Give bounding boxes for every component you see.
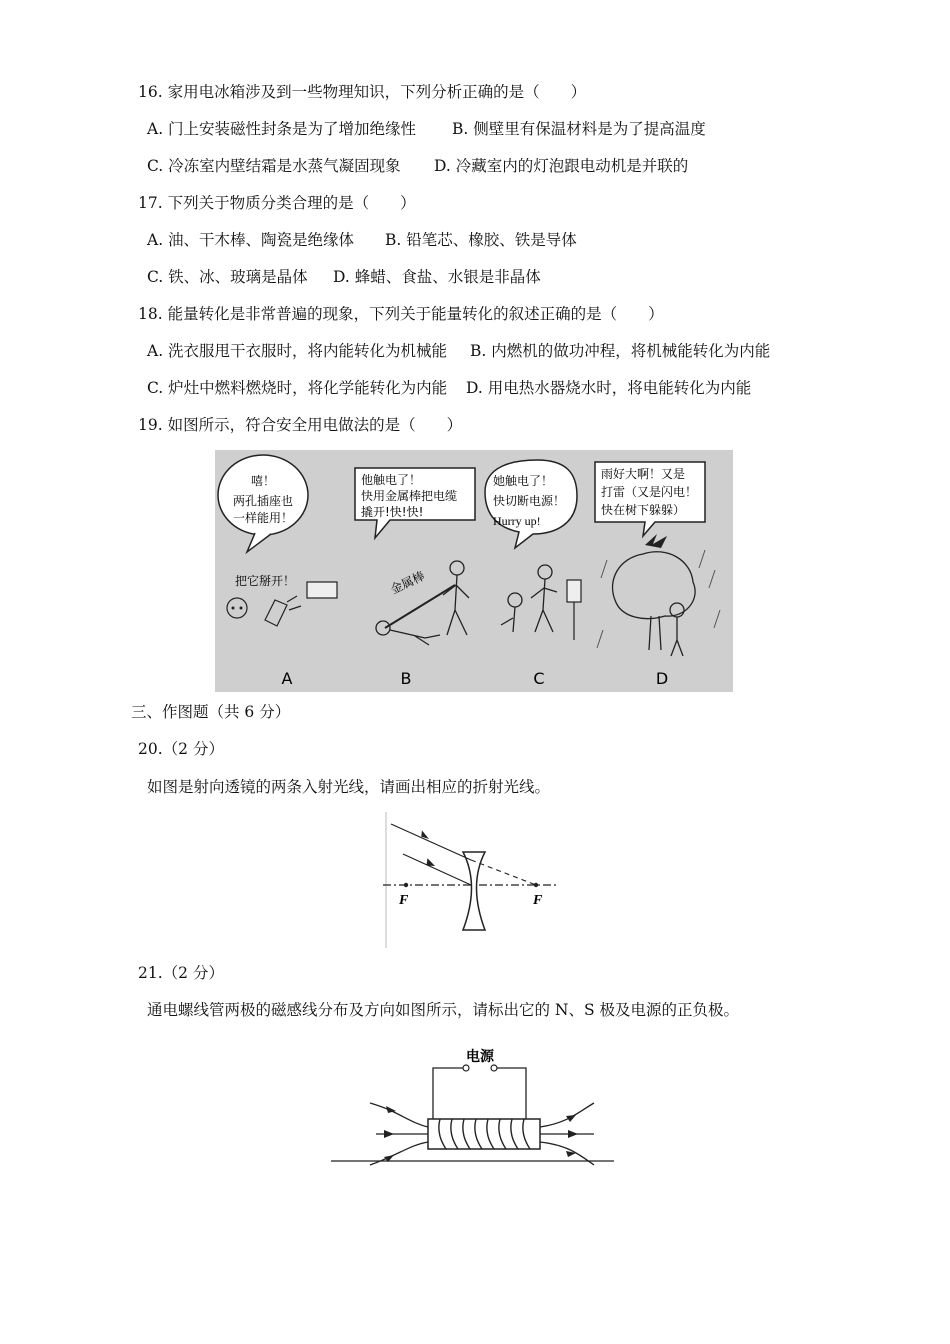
panel-d-bubble-line3: 快在树下躲躲）	[601, 503, 686, 517]
extension-line	[471, 860, 536, 885]
incident-ray-2	[403, 854, 471, 885]
terminal-right	[491, 1065, 497, 1071]
victim-icon	[376, 621, 390, 635]
focal-point-right	[534, 883, 538, 887]
panel-d-label: D	[655, 669, 669, 688]
panel-d	[595, 462, 720, 688]
panel-a-note: 把它掰开！	[235, 574, 296, 588]
q20-body: 如图是射向透镜的两条入射光线，请画出相应的折射光线。	[147, 778, 551, 796]
panel-b-bubble-line1: 他触电了！	[361, 473, 422, 487]
panel-b-label: B	[400, 669, 412, 688]
panel-b-rod-label: 金属棒	[388, 568, 427, 597]
panel-a-label: A	[281, 669, 293, 688]
panel-d-bubble-line1: 雨好大啊！又是	[601, 467, 686, 481]
wire-right	[497, 1068, 526, 1119]
person-icon	[538, 565, 552, 579]
tree-icon	[613, 552, 696, 619]
panel-c-label: C	[533, 669, 545, 688]
panel-c-bubble-line3: Hurry up!	[493, 514, 541, 528]
q16-stem: 16. 家用电冰箱涉及到一些物理知识，下列分析正确的是（ ）	[138, 83, 587, 101]
panel-b-bubble-line3: 撬开!快!快!	[361, 505, 424, 519]
panel-a-bubble-line1: 嘻！	[250, 474, 276, 488]
q16-option-a: A. 门上安装磁性封条是为了增加绝缘性	[147, 120, 417, 138]
focal-point-left	[404, 883, 408, 887]
q18-stem: 18. 能量转化是非常普遍的现象，下列关于能量转化的叙述正确的是（ ）	[138, 305, 664, 323]
q18-option-c: C. 炉灶中燃料燃烧时，将化学能转化为内能	[147, 379, 448, 397]
q18-option-d: D. 用电热水器烧水时，将电能转化为内能	[466, 379, 752, 397]
safety-comic-figure	[215, 450, 733, 692]
q17-option-b: B. 铅笔芯、橡胶、铁是导体	[385, 231, 577, 249]
panel-c	[485, 460, 581, 688]
q21-body: 通电螺线管两极的磁感线分布及方向如图所示，请标出它的 N、S 极及电源的正负极。	[147, 1001, 740, 1019]
panel-a	[218, 455, 337, 688]
focus-label-left: F	[399, 893, 409, 908]
q16-option-d: D. 冷藏室内的灯泡跟电动机是并联的	[434, 157, 689, 175]
terminal-left	[463, 1065, 469, 1071]
concave-lens-figure	[383, 812, 563, 948]
q16-option-b: B. 侧壁里有保温材料是为了提高温度	[452, 120, 706, 138]
panel-d-bubble-line2: 打雷（又是闪电！	[601, 485, 698, 499]
q19-stem: 19. 如图所示，符合安全用电做法的是（ ）	[138, 416, 463, 434]
solenoid-figure	[328, 1045, 618, 1173]
panel-a-bubble-line3: 一样能用！	[232, 511, 294, 525]
appliance-icon	[307, 582, 337, 598]
q18-option-a: A. 洗衣服甩干衣服时，将内能转化为机械能	[147, 342, 448, 360]
panel-c-bubble-line2: 快切断电源！	[493, 494, 566, 508]
plug-icon	[265, 600, 287, 626]
switch-icon	[567, 580, 581, 602]
q18-option-b: B. 内燃机的做功冲程，将机械能转化为内能	[470, 342, 771, 360]
power-source-label: 电源	[466, 1049, 494, 1065]
focus-label-right: F	[533, 893, 543, 908]
socket-icon	[227, 598, 247, 618]
panel-b-bubble-line2: 快用金属棒把电缆	[361, 489, 458, 503]
wire-left	[433, 1068, 463, 1119]
q20-head: 20.（2 分）	[138, 740, 224, 758]
q17-option-d: D. 蜂蜡、食盐、水银是非晶体	[333, 268, 541, 286]
rescuer-icon	[450, 561, 464, 575]
panel-c-bubble-line1: 她触电了！	[493, 474, 554, 488]
q17-stem: 17. 下列关于物质分类合理的是（ ）	[138, 194, 416, 212]
section-title: 三、作图题（共 6 分）	[131, 703, 291, 721]
lightning-icon	[645, 534, 667, 548]
q17-option-a: A. 油、干木棒、陶瓷是绝缘体	[147, 231, 355, 249]
q17-option-c: C. 铁、冰、玻璃是晶体	[147, 268, 308, 286]
q16-option-c: C. 冷冻室内壁结霜是水蒸气凝固现象	[147, 157, 401, 175]
q21-head: 21.（2 分）	[138, 964, 224, 982]
panel-a-bubble-line2: 两孔插座也	[232, 494, 294, 508]
panel-b	[355, 468, 475, 688]
